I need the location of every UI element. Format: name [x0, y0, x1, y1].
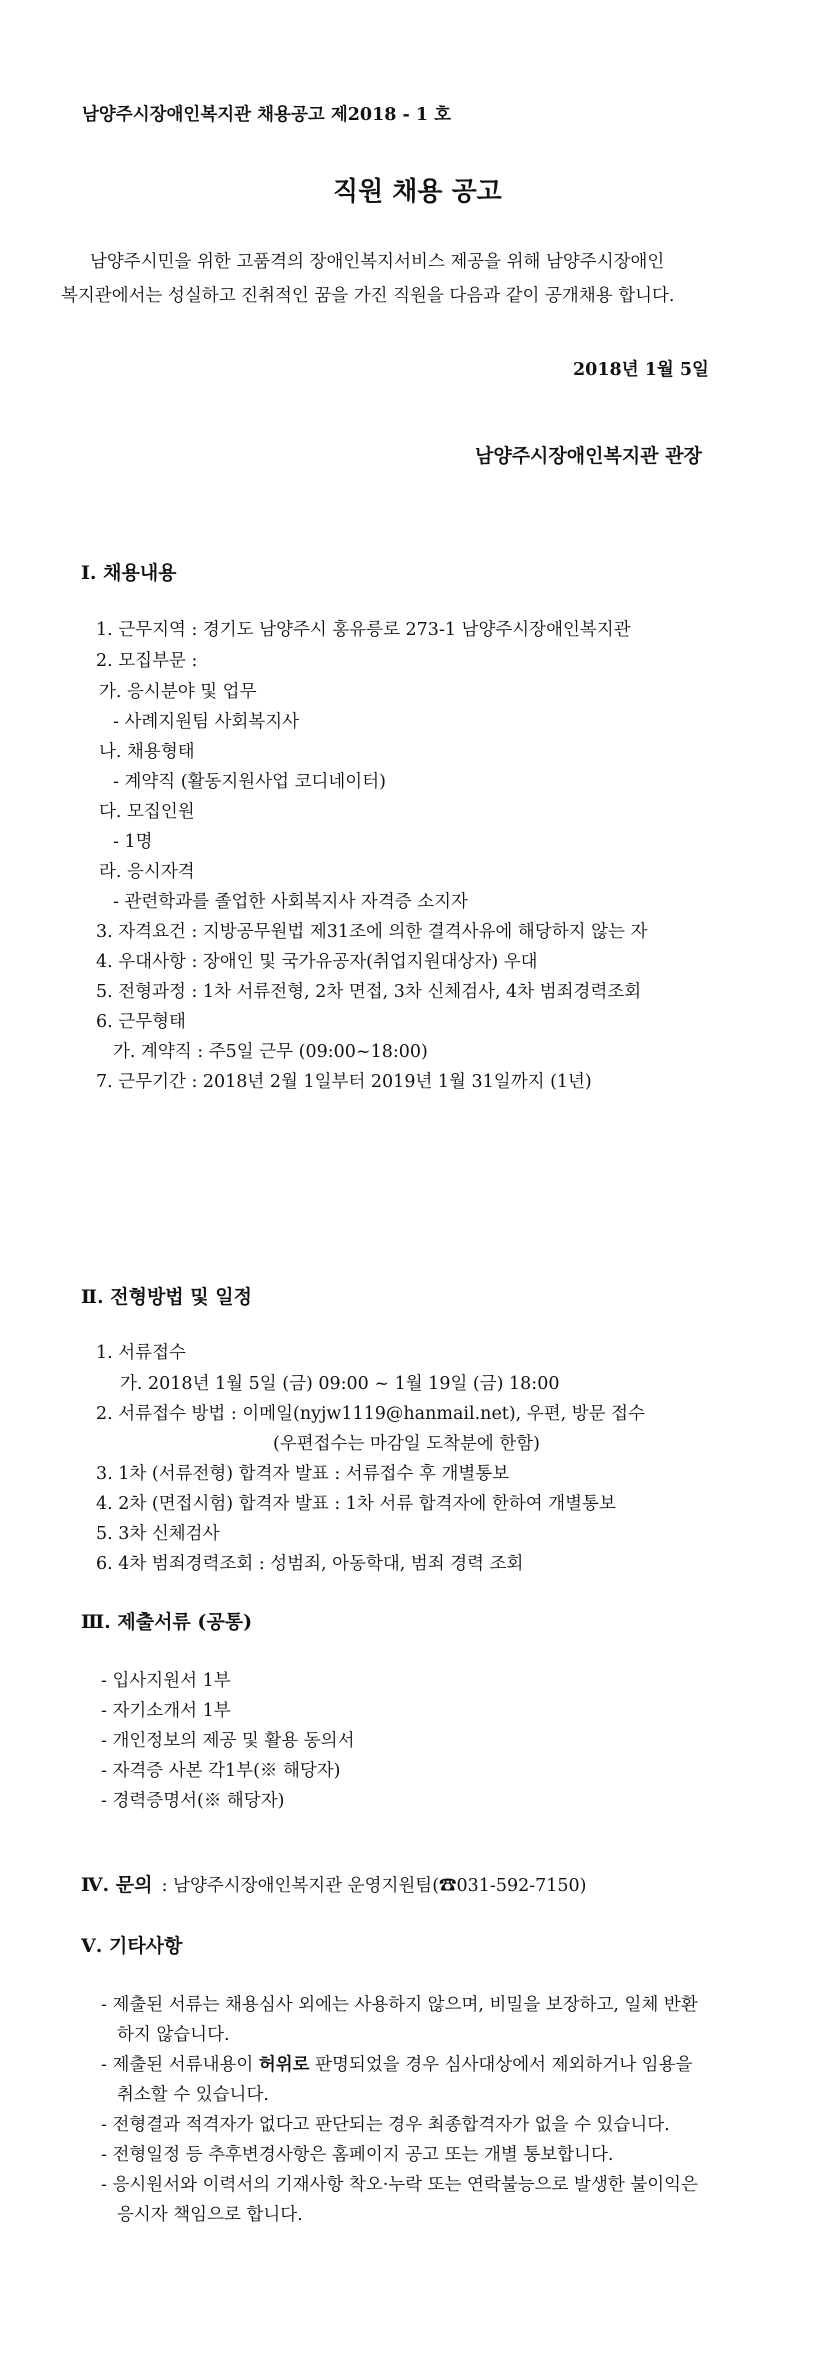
list-item: 취소할 수 있습니다.: [117, 2085, 269, 2105]
list-item: 7. 근무기간 : 2018년 2월 1일부터 2019년 1월 31일까지 (1년): [96, 1072, 592, 1092]
list-item: 6. 근무형태: [96, 1012, 186, 1032]
list-item: 3. 1차 (서류전형) 합격자 발표 : 서류접수 후 개별통보: [96, 1464, 510, 1484]
section-1-heading: Ⅰ. 채용내용: [81, 562, 177, 584]
list-item: - 사례지원팀 사회복지사: [113, 712, 300, 732]
list-item: 가. 응시분야 및 업무: [99, 682, 257, 702]
list-item: 6. 4차 범죄경력조회 : 성범죄, 아동학대, 범죄 경력 조회: [96, 1554, 524, 1574]
list-item: - 자기소개서 1부: [101, 1701, 231, 1721]
list-item: - 계약직 (활동지원사업 코디네이터): [113, 772, 386, 792]
list-item: - 제출된 서류는 채용심사 외에는 사용하지 않으며, 비밀을 보장하고, 일체 반환: [101, 1995, 698, 2015]
issuer-signature: 남양주시장애인복지관 관장: [475, 445, 702, 467]
notice-number: 남양주시장애인복지관 채용공고 제2018 - 1 호: [82, 105, 452, 125]
list-item: - 응시원서와 이력서의 기재사항 착오·누락 또는 연락불능으로 발생한 불이익은: [101, 2175, 698, 2195]
list-item: 3. 자격요건 : 지방공무원법 제31조에 의한 결격사유에 해당하지 않는 자: [96, 922, 648, 942]
section-4-heading: Ⅳ. 문의: [81, 1874, 153, 1896]
intro-line-2: 복지관에서는 성실하고 진취적인 꿈을 가진 직원을 다음과 같이 공개채용 합니다.: [61, 286, 675, 306]
section-4-row: [81, 1870, 587, 1897]
list-item: 4. 2차 (면접시험) 합격자 발표 : 1차 서류 합격자에 한하여 개별통보: [96, 1494, 616, 1514]
list-item: 4. 우대사항 : 장애인 및 국가유공자(취업지원대상자) 우대: [96, 952, 538, 972]
list-item: - 개인정보의 제공 및 활용 동의서: [101, 1731, 355, 1751]
list-item: - 자격증 사본 각1부(※ 해당자): [101, 1761, 341, 1781]
list-item: 가. 계약직 : 주5일 근무 (09:00~18:00): [113, 1042, 428, 1062]
list-item: 나. 채용형태: [99, 742, 195, 762]
list-item: 1. 근무지역 : 경기도 남양주시 홍유릉로 273-1 남양주시장애인복지관: [96, 620, 631, 640]
list-item: [101, 2051, 692, 2076]
list-item: - 전형결과 적격자가 없다고 판단되는 경우 최종합격자가 없을 수 있습니다.: [101, 2115, 670, 2135]
list-item: 가. 2018년 1월 5일 (금) 09:00 ~ 1월 19일 (금) 18:00: [120, 1374, 560, 1394]
list-item: (우편접수는 마감일 도착분에 한함): [273, 1434, 541, 1454]
section-5-heading: Ⅴ. 기타사항: [81, 1935, 183, 1957]
notice-date: 2018년 1월 5일: [573, 360, 709, 380]
list-item: - 관련학과를 졸업한 사회복지사 자격증 소지자: [113, 892, 468, 912]
list-item: - 경력증명서(※ 해당자): [101, 1791, 285, 1811]
list-item: 2. 모집부문 :: [96, 651, 198, 671]
item-text: - 제출된 서류내용이: [101, 2055, 259, 2075]
list-item: 5. 3차 신체검사: [96, 1524, 220, 1544]
contact-info: : 남양주시장애인복지관 운영지원팀(☎031-592-7150): [161, 1876, 587, 1896]
intro-line-1: 남양주시민을 위한 고품격의 장애인복지서비스 제공을 위해 남양주시장애인: [90, 252, 665, 272]
list-item: 라. 응시자격: [99, 862, 195, 882]
list-item: 하지 않습니다.: [117, 2025, 230, 2045]
list-item: - 전형일정 등 추후변경사항은 홈페이지 공고 또는 개별 통보합니다.: [101, 2145, 614, 2165]
page-title: 직원 채용 공고: [333, 177, 502, 207]
section-3-heading: Ⅲ. 제출서류 (공통): [81, 1611, 253, 1633]
list-item: - 입사지원서 1부: [101, 1671, 231, 1691]
list-item: 5. 전형과정 : 1차 서류전형, 2차 면접, 3차 신체검사, 4차 범죄경력조회: [96, 982, 642, 1002]
list-item: 2. 서류접수 방법 : 이메일(nyjw1119@hanmail.net), 우편, 방문 접수: [96, 1404, 645, 1424]
section-2-heading: Ⅱ. 전형방법 및 일정: [81, 1286, 252, 1308]
emphasis-text: 허위로: [258, 2055, 310, 2075]
list-item: - 1명: [113, 832, 153, 852]
list-item: 다. 모집인원: [99, 802, 195, 822]
list-item: 응시자 책임으로 합니다.: [117, 2205, 303, 2225]
list-item: 1. 서류접수: [96, 1343, 186, 1363]
item-text: 판명되었을 경우 심사대상에서 제외하거나 임용을: [309, 2055, 693, 2075]
